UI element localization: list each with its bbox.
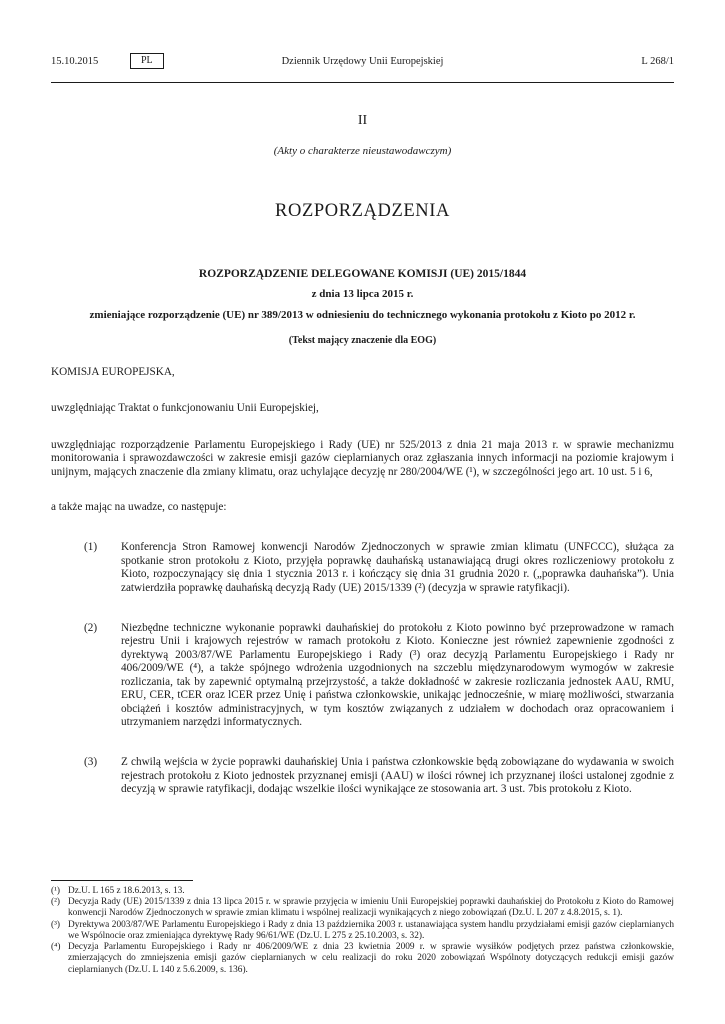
act-title: ROZPORZĄDZENIE DELEGOWANE KOMISJI (UE) 2015/1844 xyxy=(198,268,527,280)
footnotes-section xyxy=(51,880,674,976)
eea-relevance-note: (Tekst mający znaczenie dla EOG) xyxy=(288,335,437,346)
journal-title: Dziennik Urzędowy Unii Europejskiej xyxy=(281,56,444,67)
page-header xyxy=(51,56,674,83)
footnote-text: Decyzja Rady (UE) 2015/1339 z dnia 13 lipca 2015 r. w sprawie przyjęcia w imieniu Unii Europejskiej poprawki dauhańskiej do Protokołu z Kioto do Ramowej konwencji Narodów Zjednoczonych w sprawie zmian klimatu i wspólnej realizacji wynikających z niego zobowiązań (Dz.U. L 207 z 4.8.2015, s. 1). xyxy=(68,896,674,919)
page-reference: L 268/1 xyxy=(641,56,674,67)
recital-number: (1) xyxy=(84,541,98,554)
regulations-heading: ROZPORZĄDZENIA xyxy=(275,201,450,221)
footnote-item xyxy=(51,886,674,897)
footnote-item xyxy=(51,920,674,943)
act-subject: zmieniające rozporządzenie (UE) nr 389/2013 w odniesieniu do technicznego wykonania protokołu z Kioto po 2012 r. xyxy=(89,309,636,321)
header-date: 15.10.2015 xyxy=(51,56,99,67)
footnote-text: Dz.U. L 165 z 18.6.2013, s. 13. xyxy=(68,885,185,896)
section-note: (Akty o charakterze nieustawodawczym) xyxy=(273,145,452,157)
recital-text: Konferencja Stron Ramowej konwencji Narodów Zjednoczonych w sprawie zmian klimatu (UNFCCC), służąca za spotkanie stron protokołu z Kioto, przyjęła poprawkę dauhańską ustanawiającą drugi okres rozliczeniowy protokołu z Kioto, rozpoczynający się dnia 1 stycznia 2013 r. i kończący się dnia 31 grudnia 2020 r. („poprawka dauhańska”). Unia zatwierdziła poprawkę dauhańską decyzją Rady (UE) 2015/1339 (²) (decyzja w sprawie ratyfikacji). xyxy=(121,541,674,594)
footnote-text: Dyrektywa 2003/87/WE Parlamentu Europejskiego i Rady z dnia 13 października 2003 r. ustanawiająca system handlu przydziałami emisji gazów cieplarnianych we Wspólnocie oraz zmieniająca dyrektywę Rady 96/61/WE (Dz.U. L 275 z 25.10.2003, s. 32). xyxy=(68,919,674,941)
footnote-item xyxy=(51,897,674,920)
recital-item xyxy=(51,541,674,595)
footnote-text: Decyzja Parlamentu Europejskiego i Rady nr 406/2009/WE z dnia 23 kwietnia 2009 r. w sprawie wysiłków podjętych przez państwa członkowskie, zmierzających do zmniejszenia emisji gazów cieplarnianych w celu realizacji do roku 2020 zobowiązań Wspólnoty dotyczących redukcji emisji gazów cieplarnianych (Dz.U. L 140 z 5.6.2009, s. 136). xyxy=(68,942,674,975)
language-code-badge: PL xyxy=(130,53,164,69)
whereas-intro: a także mając na uwadze, co następuje: xyxy=(51,501,227,514)
section-numeral: II xyxy=(357,113,368,128)
recital-text: Niezbędne techniczne wykonanie poprawki dauhańskiej do protokołu z Kioto powinno być przeprowadzone w ramach rejestru Unii i krajowych rejestrów w ramach protokołu z Kioto. Konieczne jest również zapewnienie zgodności z dyrektywą 2003/87/WE Parlamentu Europejskiego i Rady (³) oraz decyzją Parlamentu Europejskiego i Rady nr 406/2009/WE (⁴), a także spójnego wdrożenia uzgodnionych na szczeblu międzynarodowym wymogów w zakresie rozliczania, tak by zapewnić optymalną przejrzystość, a także dokładność w zakresie rozliczania jednostek AAU, RMU, ERU, CER, tCER oraz lCER przez Unię i państwa członkowskie, unikając jednocześnie, w miarę możliwości, stwarzania obciążeń i kosztów administracyjnych, w tym kosztów związanych z udziałem w dochodach oraz opracowaniem i utrzymaniem narzędzi informatycznych. xyxy=(121,622,674,728)
act-date-line: z dnia 13 lipca 2015 r. xyxy=(311,288,414,300)
citation-treaty: uwzględniając Traktat o funkcjonowaniu Unii Europejskiej, xyxy=(51,402,319,415)
recital-text: Z chwilą wejścia w życie poprawki dauhańskiej Unia i państwa członkowskie będą zobowiązane do wydawania w swoich rejestrach protokołu z Kioto jednostek przyznanej emisji (AAU) w ilości równej ich przyznanej ilości ustalonej zgodnie z decyzją w sprawie ratyfikacji, dodając wszelkie ilości wynikające ze stosowania art. 3 ust. 7bis protokołu z Kioto. xyxy=(121,756,674,796)
footnote-marker: (⁴) xyxy=(51,942,61,953)
footnote-item xyxy=(51,942,674,976)
footnotes-separator xyxy=(51,880,193,881)
footnote-marker: (³) xyxy=(51,919,60,930)
footnote-marker: (¹) xyxy=(51,885,60,896)
recital-item xyxy=(51,622,674,729)
institution-line: KOMISJA EUROPEJSKA, xyxy=(51,366,175,378)
recital-number: (3) xyxy=(84,756,98,769)
footnote-marker: (²) xyxy=(51,896,60,907)
recital-item xyxy=(51,756,674,796)
citation-regulation: uwzględniając rozporządzenie Parlamentu Europejskiego i Rady (UE) nr 525/2013 z dnia 21 maja 2013 r. w sprawie mechanizmu monitorowania i sprawozdawczości w zakresie emisji gazów cieplarnianych oraz zgłaszania innych informacji na poziomie krajowym i unijnym, mających znaczenie dla zmiany klimatu, oraz uchylające decyzję nr 280/2004/WE (¹), w szczególności jego art. 10 ust. 5 i 6, xyxy=(51,438,674,478)
recital-number: (2) xyxy=(84,622,98,635)
